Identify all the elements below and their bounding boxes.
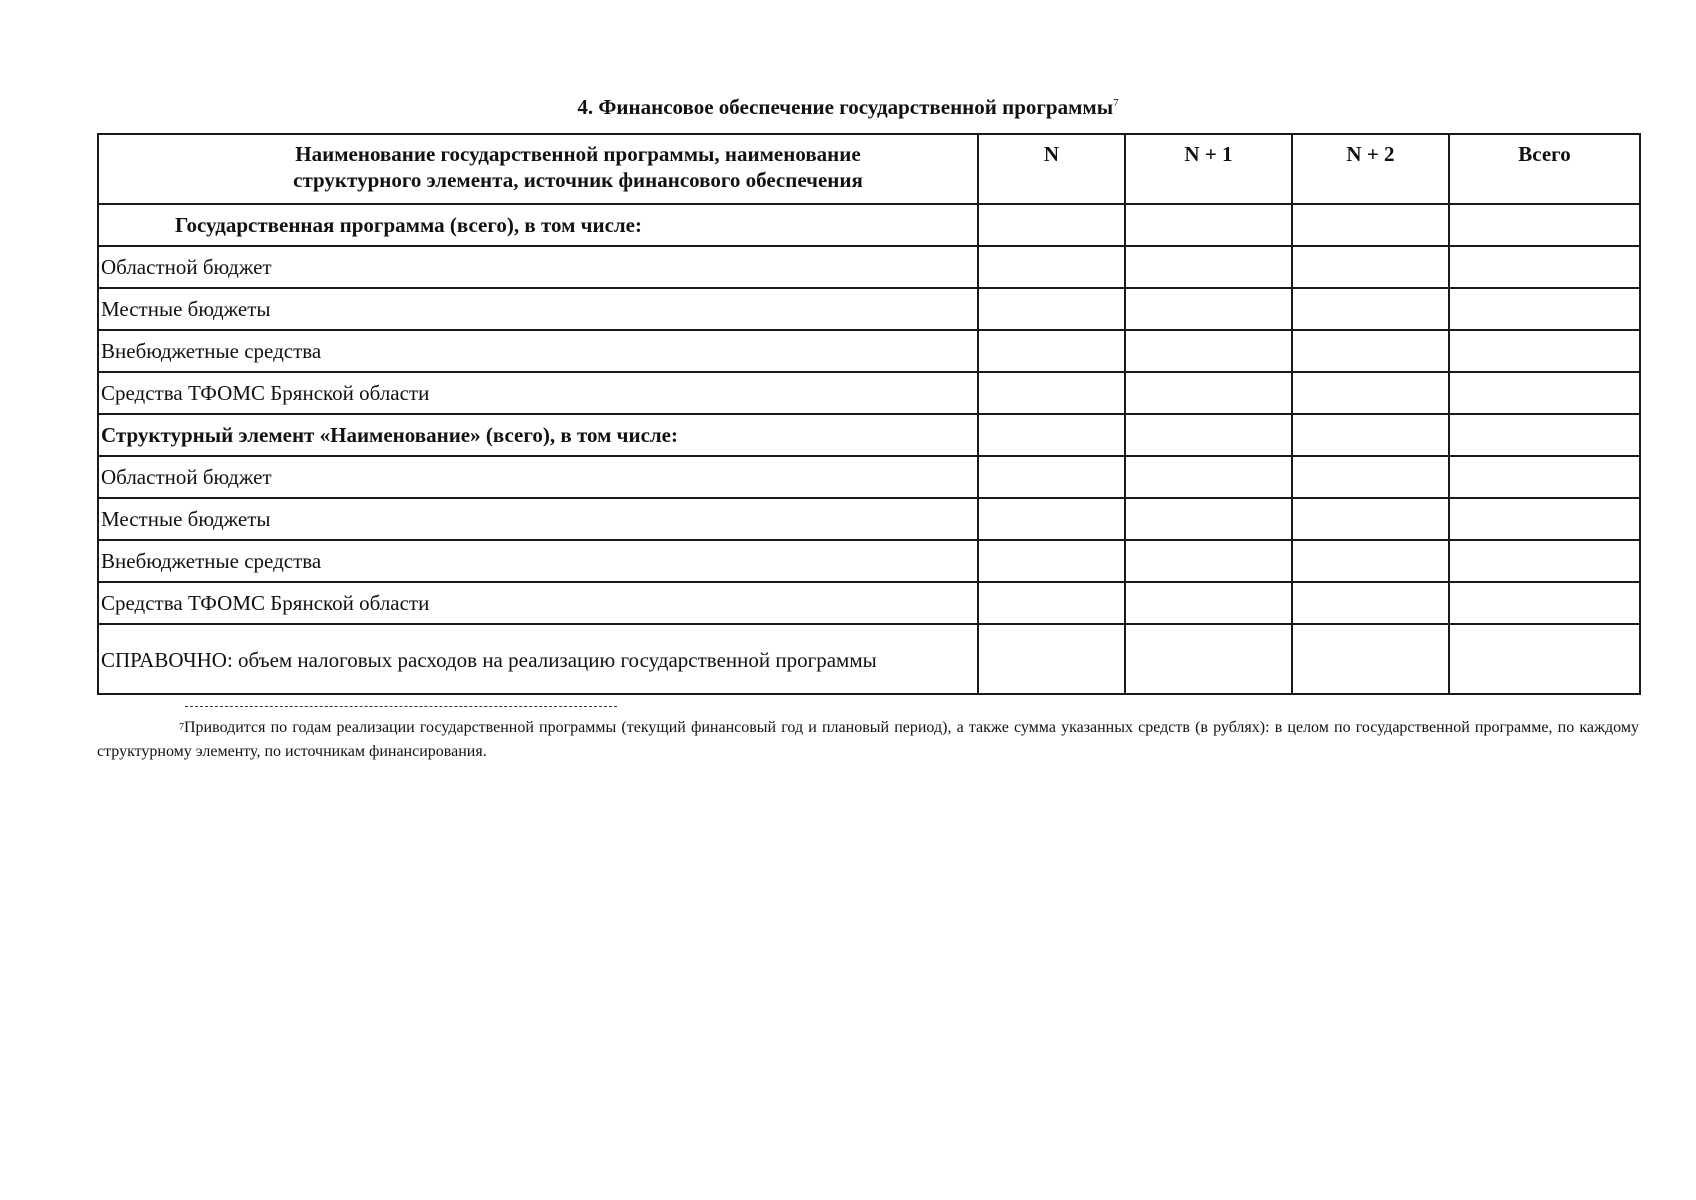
row-label: СПРАВОЧНО: объем налоговых расходов на реализацию государственной программы <box>98 624 978 694</box>
table-row <box>98 582 1640 624</box>
value-cell-total <box>1449 624 1640 694</box>
footnote-mark: 7 <box>179 722 184 733</box>
table-row <box>98 498 1640 540</box>
value-cell-total <box>1449 330 1640 372</box>
value-cell-n-plus-1 <box>1125 204 1292 246</box>
header-total: Всего <box>1449 134 1640 204</box>
value-cell-n <box>978 582 1125 624</box>
table-row <box>98 204 1640 246</box>
value-cell-n <box>978 372 1125 414</box>
row-label: Внебюджетные средства <box>98 540 978 582</box>
value-cell-n-plus-1 <box>1125 330 1292 372</box>
value-cell-n <box>978 246 1125 288</box>
value-cell-n-plus-2 <box>1292 246 1449 288</box>
value-cell-n-plus-1 <box>1125 288 1292 330</box>
row-label: Средства ТФОМС Брянской области <box>98 582 978 624</box>
value-cell-n <box>978 330 1125 372</box>
financing-table <box>97 133 1641 695</box>
value-cell-n <box>978 414 1125 456</box>
value-cell-total <box>1449 288 1640 330</box>
footnote-text: Приводится по годам реализации государственной программы (текущий финансовый год и плановый период), а также сумма указанных средств (в рублях): в целом по государственной программе, по каждому структурному элементу, по источникам финансирования. <box>97 719 1639 760</box>
value-cell-total <box>1449 372 1640 414</box>
row-label: Областной бюджет <box>98 456 978 498</box>
table-row <box>98 330 1640 372</box>
value-cell-n-plus-2 <box>1292 582 1449 624</box>
header-n: N <box>978 134 1125 204</box>
value-cell-n-plus-1 <box>1125 456 1292 498</box>
row-label: Структурный элемент «Наименование» (всего), в том числе: <box>98 414 978 456</box>
value-cell-n-plus-2 <box>1292 204 1449 246</box>
value-cell-n-plus-1 <box>1125 498 1292 540</box>
table-header-row <box>98 134 1640 204</box>
table-row <box>98 372 1640 414</box>
row-label: Областной бюджет <box>98 246 978 288</box>
value-cell-n <box>978 288 1125 330</box>
table-row <box>98 288 1640 330</box>
value-cell-n-plus-2 <box>1292 456 1449 498</box>
value-cell-n-plus-2 <box>1292 288 1449 330</box>
header-n-plus-2: N + 2 <box>1292 134 1449 204</box>
value-cell-n-plus-2 <box>1292 330 1449 372</box>
section-title-footnote-mark: 7 <box>1113 97 1119 109</box>
table-row <box>98 414 1640 456</box>
value-cell-n-plus-2 <box>1292 414 1449 456</box>
value-cell-total <box>1449 498 1640 540</box>
value-cell-n <box>978 540 1125 582</box>
value-cell-n-plus-1 <box>1125 372 1292 414</box>
value-cell-n <box>978 204 1125 246</box>
table-row <box>98 246 1640 288</box>
value-cell-total <box>1449 582 1640 624</box>
header-n-plus-1: N + 1 <box>1125 134 1292 204</box>
value-cell-n <box>978 624 1125 694</box>
value-cell-n-plus-1 <box>1125 582 1292 624</box>
value-cell-total <box>1449 246 1640 288</box>
footnote <box>97 716 1639 764</box>
row-label: Внебюджетные средства <box>98 330 978 372</box>
row-label: Местные бюджеты <box>98 498 978 540</box>
table-row <box>98 624 1640 694</box>
table-row <box>98 540 1640 582</box>
value-cell-n-plus-2 <box>1292 372 1449 414</box>
row-label: Государственная программа (всего), в том числе: <box>98 204 978 246</box>
value-cell-total <box>1449 540 1640 582</box>
table-row <box>98 456 1640 498</box>
value-cell-total <box>1449 456 1640 498</box>
value-cell-n-plus-1 <box>1125 624 1292 694</box>
section-title <box>0 94 1696 120</box>
value-cell-total <box>1449 414 1640 456</box>
value-cell-n-plus-2 <box>1292 624 1449 694</box>
value-cell-n-plus-2 <box>1292 498 1449 540</box>
footnote-separator <box>185 706 617 707</box>
value-cell-n-plus-2 <box>1292 540 1449 582</box>
value-cell-n-plus-1 <box>1125 246 1292 288</box>
value-cell-n-plus-1 <box>1125 540 1292 582</box>
value-cell-n-plus-1 <box>1125 414 1292 456</box>
value-cell-total <box>1449 204 1640 246</box>
row-label: Местные бюджеты <box>98 288 978 330</box>
value-cell-n <box>978 498 1125 540</box>
row-label: Средства ТФОМС Брянской области <box>98 372 978 414</box>
value-cell-n <box>978 456 1125 498</box>
section-title-text: 4. Финансовое обеспечение государственной программы <box>577 95 1114 119</box>
header-name: Наименование государственной программы, наименование структурного элемента, источник финансового обеспечения <box>98 134 978 204</box>
